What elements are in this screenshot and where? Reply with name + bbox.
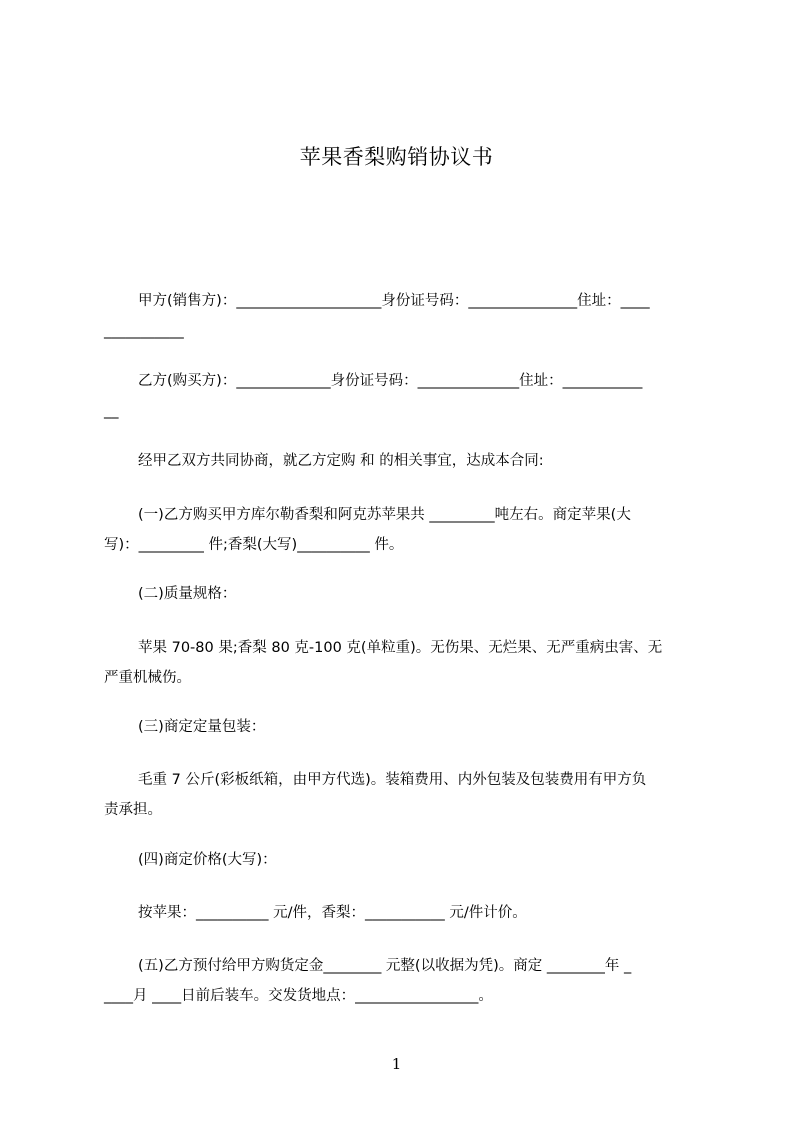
paragraph-clause-2-heading — [104, 579, 704, 609]
paragraph-line: (四)商定价格(大写)： — [138, 852, 277, 868]
paragraph-party-b — [104, 366, 704, 426]
paragraph-clause-5 — [104, 951, 704, 1011]
paragraph-line: (三)商定定量包装： — [138, 719, 266, 735]
paragraph-line: 毛重 7 公斤(彩板纸箱，由甲方代选)。装箱费用、内外包装及包装费用有甲方负 — [138, 772, 647, 788]
paragraph-line: 写)：_________ 件;香梨(大写)__________ 件。 — [104, 537, 404, 553]
paragraph-line: 乙方(购买方)：_____________身份证号码：______________住址：___________ — [138, 373, 643, 389]
paragraph-clause-3-body — [104, 765, 704, 825]
paragraph-clause-2-body — [104, 633, 704, 693]
paragraph-line: ___________ — [104, 323, 184, 339]
paragraph-clause-1 — [104, 500, 704, 560]
paragraph-clause-3-heading — [104, 712, 704, 742]
paragraph-intro — [104, 446, 704, 476]
paragraph-line: __ — [104, 403, 119, 419]
paragraph-line: (二)质量规格： — [138, 586, 237, 602]
page-number: 1 — [391, 1055, 402, 1073]
paragraph-party-a — [104, 286, 704, 346]
paragraph-line: 苹果 70-80 果;香梨 80 克-100 克(单粒重)。无伤果、无烂果、无严重病虫害、无 — [138, 640, 663, 656]
paragraph-clause-4-body — [104, 898, 704, 928]
document-title: 苹果香梨购销协议书 — [299, 145, 494, 169]
paragraph-line: 经甲乙双方共同协商，就乙方定购 和 的相关事宜，达成本合同: — [138, 453, 544, 469]
paragraph-line: (五)乙方预付给甲方购货定金________ 元整(以收据为凭)。商定 ________年 _ — [138, 958, 632, 974]
paragraph-line: 严重机械伤。 — [104, 670, 191, 686]
paragraph-line: (一)乙方购买甲方库尔勒香梨和阿克苏苹果共 _________吨左右。商定苹果(大 — [138, 507, 631, 523]
paragraph-clause-4-heading — [104, 845, 704, 875]
paragraph-line: ____月 ____日前后装车。交发货地点：_________________。 — [104, 988, 493, 1004]
paragraph-line: 责承担。 — [104, 802, 162, 818]
paragraph-line: 甲方(销售方)：____________________身份证号码：_______________住址：____ — [138, 293, 650, 309]
paragraph-line: 按苹果：__________ 元/件，香梨：___________ 元/件计价。 — [138, 905, 527, 921]
